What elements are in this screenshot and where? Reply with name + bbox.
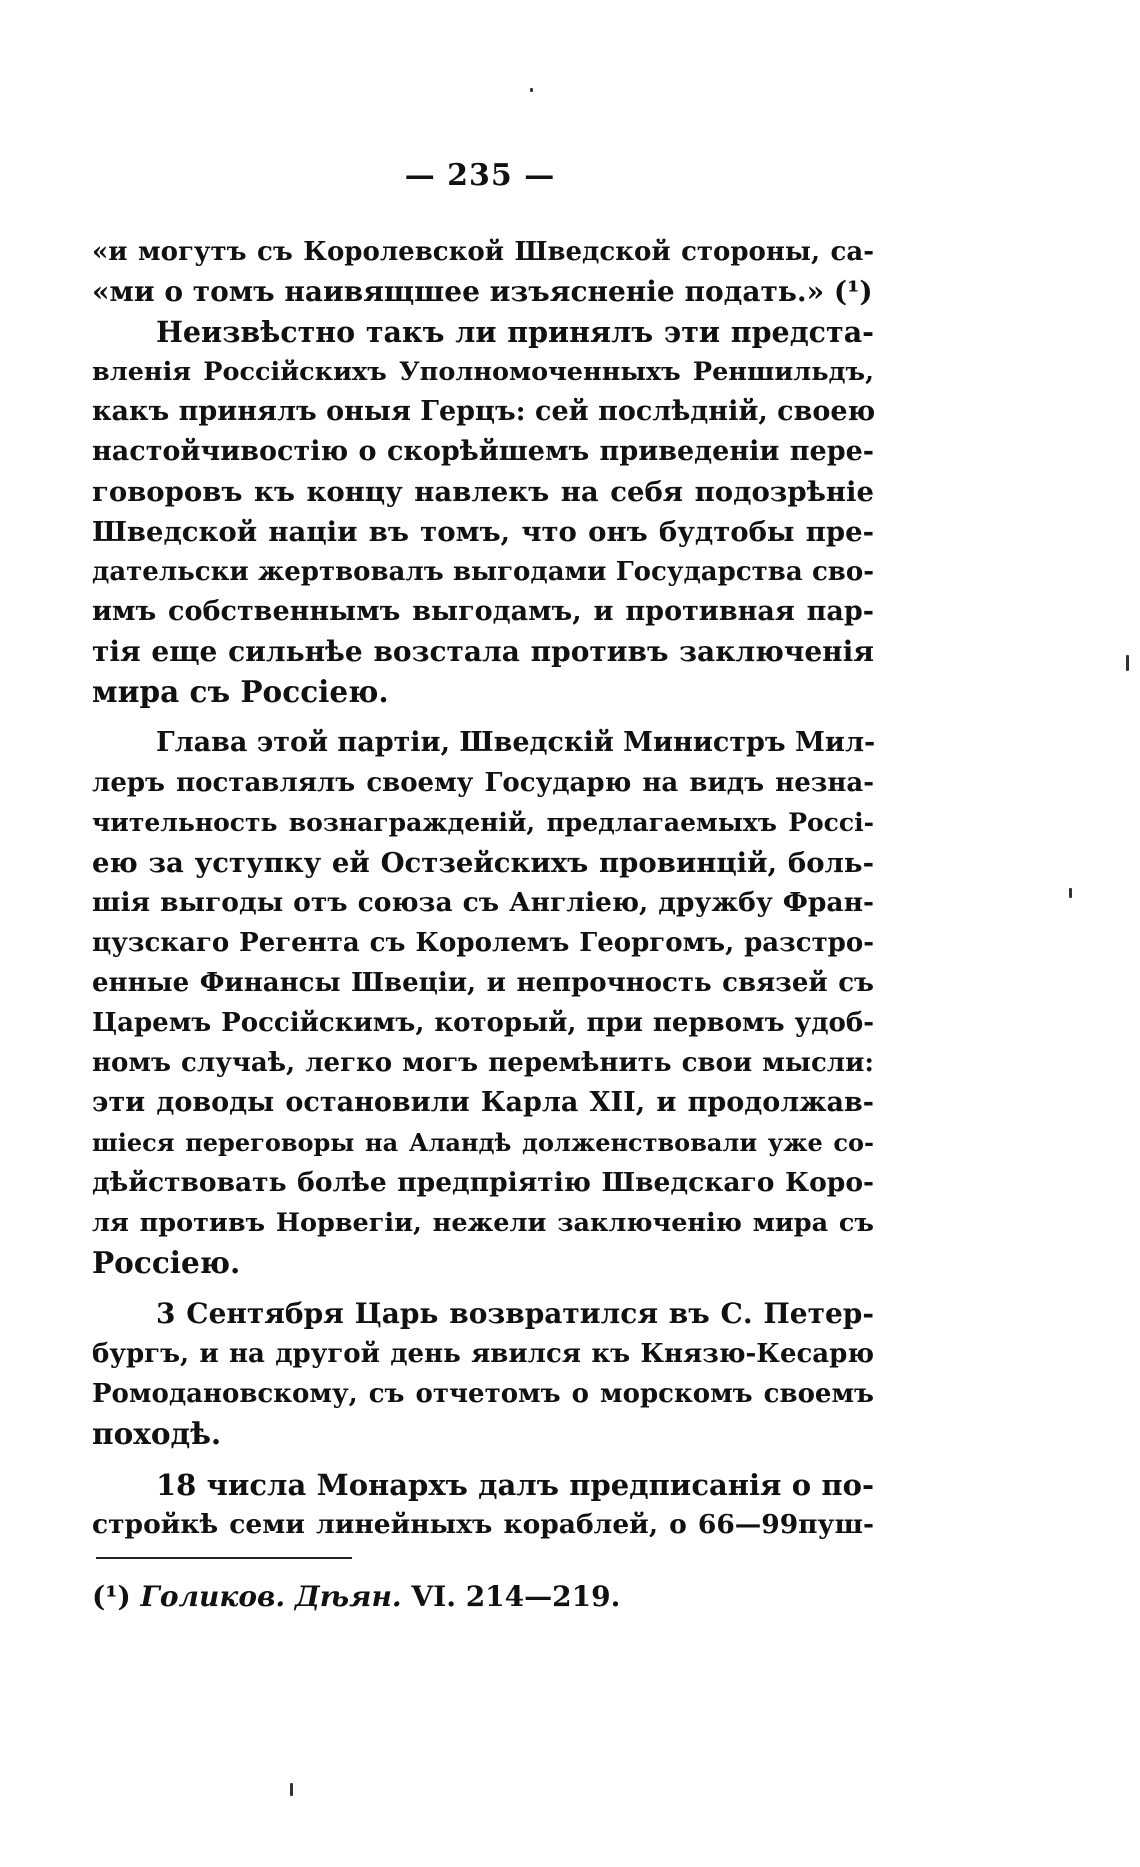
- text-line: ею за уступку ей Остзейскихъ провинцій, боль-: [92, 847, 874, 879]
- text-line: «и могутъ съ Королевской Шведской стороны, са-: [92, 237, 874, 267]
- footnote-reference: VI. 214—219.: [411, 1580, 621, 1613]
- scan-speck: [1126, 655, 1129, 671]
- text-line: Ромодановскому, съ отчетомъ о морскомъ своемъ: [92, 1379, 874, 1409]
- text-line: Россіею.: [92, 1245, 241, 1280]
- text-line: Царемъ Россійскимъ, который, при первомъ удоб-: [92, 1008, 874, 1038]
- text-line: Шведской націи въ томъ, что онъ будтобы пре-: [92, 516, 874, 548]
- footnote-marker: (¹): [92, 1580, 131, 1613]
- text-line: 18 числа Монархъ далъ предписанія о по-: [156, 1468, 874, 1502]
- text-line: бургъ, и на другой день явился къ Князю-Кесарю: [92, 1339, 874, 1369]
- text-line: шія выгоды отъ союза съ Англіею, дружбу Фран-: [92, 887, 874, 918]
- text-line: «ми о томъ наивящшее изъясненіе подать.» (¹): [92, 275, 873, 308]
- text-line: эти доводы остановили Карла XII, и продолжав-: [92, 1087, 874, 1118]
- text-line: шіеся переговоры на Аландѣ долженствовали уже со-: [92, 1128, 874, 1157]
- text-line: походѣ.: [92, 1416, 222, 1451]
- text-line: дѣйствовать болѣе предпріятію Шведскаго Коро-: [92, 1167, 874, 1198]
- text-line: настойчивостію о скорѣйшемъ приведеніи пере-: [92, 436, 874, 467]
- text-line: леръ поставлялъ своему Государю на видъ незна-: [92, 768, 874, 798]
- text-line: цузскаго Регента съ Королемъ Георгомъ, разстро-: [92, 928, 874, 958]
- text-line: ля противъ Норвегіи, нежели заключенію мира съ: [92, 1208, 874, 1238]
- text-line: мира съ Россіею.: [92, 674, 389, 709]
- text-line: какъ принялъ оныя Герцъ: сей послѣдній, своею: [92, 396, 876, 427]
- page-number: — 235 —: [404, 158, 556, 193]
- body-text: [92, 232, 874, 1545]
- text-line: 3 Сентября Царь возвратился въ С. Петер-: [156, 1297, 874, 1330]
- footnote: [92, 1580, 620, 1613]
- scan-speck: [290, 1783, 293, 1796]
- text-line: вленія Россійскихъ Уполномоченныхъ Реншильдъ,: [92, 357, 874, 387]
- scan-speck: [530, 88, 533, 92]
- text-line: номъ случаѣ, легко могъ перемѣнить свои мысли:: [92, 1048, 874, 1078]
- text-line: енные Финансы Швеціи, и непрочность связей съ: [92, 968, 874, 998]
- footnote-source: Голиков. Дѣян.: [140, 1580, 402, 1613]
- text-line: чительность вознагражденій, предлагаемыхъ Россі-: [92, 808, 874, 837]
- footnote-separator: [96, 1557, 352, 1559]
- text-line: имъ собственнымъ выгодамъ, и противная пар-: [92, 596, 874, 627]
- text-line: Неизвѣстно такъ ли принялъ эти предста-: [156, 315, 874, 349]
- scan-speck: [1069, 888, 1072, 898]
- text-line: говоровъ къ концу навлекъ на себя подозрѣніе: [92, 476, 874, 508]
- text-line: Глава этой партіи, Шведскій Министръ Мил-: [156, 727, 876, 758]
- text-line: стройкѣ семи линейныхъ кораблей, о 66—99пуш-: [92, 1509, 874, 1540]
- text-line: дательски жертвовалъ выгодами Государства сво-: [92, 557, 874, 587]
- text-line: тія еще сильнѣе возстала противъ заключенія: [92, 635, 874, 668]
